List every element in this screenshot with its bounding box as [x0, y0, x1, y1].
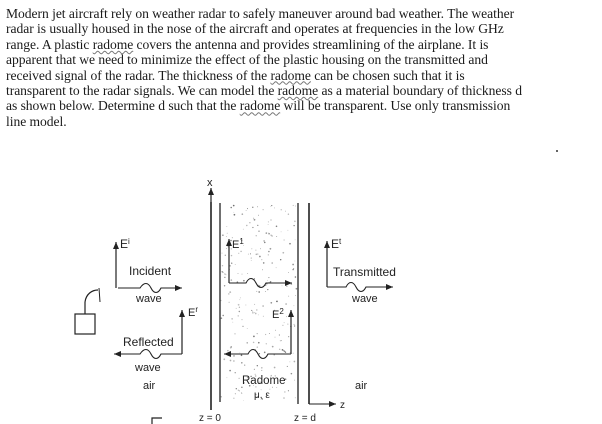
- problem-line-8: line model.: [6, 113, 67, 129]
- z-axis-label: z: [340, 400, 345, 411]
- transmitted-field-label: E: [331, 237, 340, 251]
- region-air-right: air: [355, 380, 368, 392]
- radome-label: Radome: [242, 375, 286, 387]
- reflected-label: Reflected: [123, 335, 174, 349]
- inner-field2-label: E: [272, 309, 280, 321]
- problem-line-7: as shown below. Determine d such that the radome will be transparent. Use only transmission: [6, 98, 511, 114]
- svg-text:Ei: [120, 237, 130, 251]
- problem-line-1: Modern jet aircraft rely on weather radar to safely maneuver around bad weather. The weather: [6, 6, 515, 21]
- inner-field2-sup: 2: [279, 307, 284, 316]
- svg-text:E1: [232, 237, 244, 251]
- transmitted-wave-label: wave: [352, 293, 378, 305]
- radome-speckle: [220, 205, 297, 401]
- transmitted-label: Transmitted: [333, 265, 396, 279]
- reflected-wave-label: wave: [135, 362, 161, 374]
- svg-text:E2: [272, 307, 284, 321]
- svg-text:Er: [188, 305, 198, 319]
- problem-line-2: radar is usually housed in the nose of the aircraft and operates at frequencies in the low GHz: [6, 21, 504, 37]
- incident-field-sup: i: [128, 237, 130, 246]
- reflected-group: [114, 305, 198, 392]
- inner-forward-group: [229, 237, 292, 288]
- transmitted-field-sup: t: [339, 237, 342, 246]
- problem-line-4: apparent that we need to minimize the effect of the plastic housing on the transmitted and: [6, 52, 488, 68]
- reflected-field-sup: r: [195, 305, 199, 314]
- radome-params: μ, ε: [254, 390, 270, 401]
- region-air-left: air: [143, 380, 156, 392]
- inner-field1-sup: 1: [239, 237, 244, 246]
- incident-field-label: E: [120, 237, 129, 251]
- zd-label: z = d: [294, 413, 316, 424]
- problem-line-6: transparent to the radar signals. We can model the radome as a material boundary of thickness d: [6, 83, 522, 99]
- z0-label: z = 0: [199, 413, 221, 424]
- antenna-icon: [75, 288, 100, 334]
- x-axis-label: x: [207, 177, 213, 189]
- transmitted-group: [327, 237, 396, 392]
- inner-field1-label: E: [232, 239, 240, 251]
- incident-wave-label: wave: [136, 293, 162, 305]
- corner-mark: [152, 418, 162, 424]
- problem-line-3: range. A plastic radome covers the antenna and provides streamlining of the airplane. It is: [6, 36, 489, 52]
- reflected-field-label: E: [188, 307, 196, 319]
- incident-label: Incident: [129, 264, 172, 278]
- svg-text:Et: [331, 237, 342, 251]
- problem-line-5: received signal of the radar. The thickness of the radome can be chosen such that it is: [6, 67, 465, 83]
- incident-group: [116, 237, 182, 305]
- inner-backward-group: [224, 307, 291, 359]
